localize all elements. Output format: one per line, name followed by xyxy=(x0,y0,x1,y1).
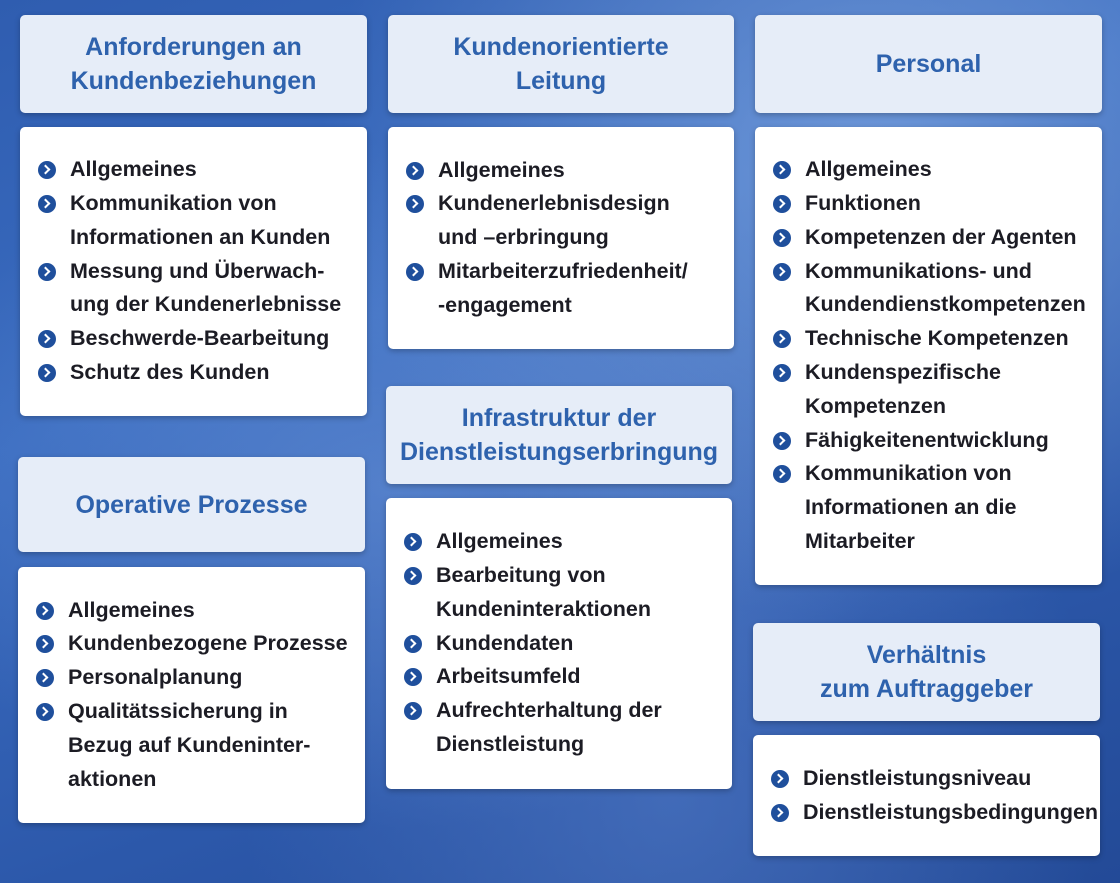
panel-title xyxy=(71,30,317,98)
list-item-text: Schutz des Kunden xyxy=(70,359,270,384)
list-item-text: Personalplanung xyxy=(68,665,243,690)
panel-title xyxy=(820,638,1033,706)
list-item xyxy=(404,694,722,762)
list-item xyxy=(404,660,722,694)
panel-title-line: Verhältnis xyxy=(866,641,987,669)
chevron-right-icon xyxy=(404,668,422,686)
panel-verhaeltnis-body xyxy=(753,735,1100,856)
chevron-right-icon xyxy=(406,195,424,213)
chevron-right-icon xyxy=(771,770,789,788)
panel-title xyxy=(453,30,668,98)
list-item-text: Dienstleistung xyxy=(436,731,585,756)
list-item xyxy=(36,695,355,796)
list-item xyxy=(773,221,1092,255)
list-item xyxy=(773,153,1092,187)
item-list xyxy=(771,762,1099,830)
chevron-right-icon xyxy=(773,195,791,213)
chevron-right-icon xyxy=(406,263,424,281)
list-item-text: und –erbringung xyxy=(438,225,609,250)
chevron-right-icon xyxy=(773,161,791,179)
list-item-text: Arbeitsumfeld xyxy=(436,664,581,689)
list-item xyxy=(406,255,724,323)
list-item xyxy=(771,762,1090,796)
list-item-text: Allgemeines xyxy=(805,157,932,182)
list-item-text: Kundenerlebnisdesign xyxy=(438,191,670,216)
chevron-right-icon xyxy=(771,804,789,822)
chevron-right-icon xyxy=(38,195,56,213)
list-item xyxy=(773,424,1092,458)
panel-title xyxy=(75,488,307,522)
chevron-right-icon xyxy=(36,602,54,620)
list-item-text: Informationen an Kunden xyxy=(70,224,331,249)
list-item-text: Messung und Überwach- xyxy=(70,258,325,283)
list-item-text: Allgemeines xyxy=(70,157,197,182)
list-item-text: Allgemeines xyxy=(438,157,565,182)
panel-title-line: Kundenorientierte xyxy=(453,33,669,61)
chevron-right-icon xyxy=(38,263,56,281)
panel-title-line: Personal xyxy=(875,50,982,78)
list-item-text: Informationen an die xyxy=(805,495,1017,520)
chevron-right-icon xyxy=(36,669,54,687)
panel-infrastruktur-body xyxy=(386,498,732,789)
list-item-text: Bearbeitung von xyxy=(436,563,606,587)
list-item xyxy=(38,356,357,390)
chevron-right-icon xyxy=(773,432,791,450)
list-item xyxy=(404,525,722,559)
panel-title-line: Kundenbeziehungen xyxy=(70,67,317,95)
list-item-text: Kundenbezogene Prozesse xyxy=(68,631,348,656)
list-item-text: Beschwerde-Bearbeitung xyxy=(70,326,330,351)
chevron-right-icon xyxy=(773,364,791,382)
list-item-text: ung der Kundenerlebnisse xyxy=(70,292,342,317)
list-item xyxy=(36,627,355,661)
list-item-text: Kundeninteraktionen xyxy=(436,596,652,621)
chevron-right-icon xyxy=(38,161,56,179)
chevron-right-icon xyxy=(406,162,424,180)
list-item-text: Kompetenzen der Agenten xyxy=(805,224,1077,249)
list-item-text: Aufrechterhaltung der xyxy=(436,698,662,723)
panel-title-line: zum Auftraggeber xyxy=(820,675,1033,703)
list-item-text: Kommunikation von xyxy=(70,191,277,215)
item-list xyxy=(404,525,722,762)
chevron-right-icon xyxy=(38,364,56,382)
list-item-text: -engagement xyxy=(438,292,572,317)
panel-personal-body xyxy=(755,127,1102,585)
panel-title-line: Leitung xyxy=(515,67,607,95)
panel-operative-header xyxy=(18,457,365,552)
list-item xyxy=(406,187,724,255)
panel-title xyxy=(400,401,718,469)
list-item xyxy=(406,154,724,188)
list-item-text: Kundendienstkompetenzen xyxy=(805,292,1086,317)
list-item xyxy=(38,255,357,323)
list-item xyxy=(773,322,1092,356)
list-item-text: Funktionen xyxy=(805,191,921,216)
panel-verhaeltnis-header xyxy=(753,623,1100,721)
list-item-text: Technische Kompetenzen xyxy=(805,326,1069,351)
list-item xyxy=(38,322,357,356)
chevron-right-icon xyxy=(36,635,54,653)
list-item-text: Kommunikations- und xyxy=(805,258,1032,283)
chevron-right-icon xyxy=(38,330,56,348)
item-list xyxy=(406,154,724,323)
panel-title-line: Infrastruktur der xyxy=(461,404,657,432)
list-item-text: aktionen xyxy=(68,766,157,791)
list-item-text: Bezug auf Kundeninter- xyxy=(68,732,311,757)
panel-operative-body xyxy=(18,567,365,823)
item-list xyxy=(773,153,1092,559)
panel-title-line: Dienstleistungserbringung xyxy=(399,438,719,466)
chevron-right-icon xyxy=(404,702,422,720)
panel-title-line: Operative Prozesse xyxy=(75,490,308,519)
panel-leitung-header xyxy=(388,15,734,113)
list-item-text: Kompetenzen xyxy=(805,393,946,418)
chevron-right-icon xyxy=(404,567,422,585)
item-list xyxy=(36,594,355,797)
panel-personal-header xyxy=(755,15,1102,113)
list-item-text: Allgemeines xyxy=(436,529,563,554)
list-item xyxy=(404,559,722,627)
chevron-right-icon xyxy=(36,703,54,721)
list-item xyxy=(773,187,1092,221)
chevron-right-icon xyxy=(773,465,791,483)
list-item-text: Allgemeines xyxy=(68,597,195,622)
list-item xyxy=(404,627,722,661)
chevron-right-icon xyxy=(773,330,791,348)
list-item-text: Qualitätssicherung in xyxy=(68,699,288,723)
list-item xyxy=(38,187,357,255)
list-item xyxy=(771,796,1099,830)
list-item-text: Mitarbeiterzufriedenheit/ xyxy=(438,258,688,283)
list-item xyxy=(36,661,355,695)
item-list xyxy=(38,153,357,390)
panel-infrastruktur-header xyxy=(386,386,732,484)
chevron-right-icon xyxy=(404,533,422,551)
chevron-right-icon xyxy=(404,635,422,653)
panel-leitung-body xyxy=(388,127,734,349)
panel-anforderungen-body xyxy=(20,127,367,416)
panel-title-line: Anforderungen an xyxy=(85,33,302,61)
list-item xyxy=(773,255,1092,323)
list-item xyxy=(36,594,355,628)
panel-anforderungen-header xyxy=(20,15,367,113)
list-item xyxy=(38,153,357,187)
list-item-text: Dienstleistungsbedingungen xyxy=(803,799,1099,824)
panel-title xyxy=(876,47,982,81)
list-item-text: Mitarbeiter xyxy=(805,528,915,553)
chevron-right-icon xyxy=(773,229,791,247)
list-item-text: Kundendaten xyxy=(436,630,574,655)
chevron-right-icon xyxy=(773,263,791,281)
list-item xyxy=(773,457,1092,558)
list-item-text: Kundenspezifische xyxy=(805,360,1001,384)
list-item-text: Fähigkeitenentwicklung xyxy=(805,427,1049,452)
list-item-text: Kommunikation von xyxy=(805,461,1012,486)
list-item-text: Dienstleistungsniveau xyxy=(803,765,1032,790)
list-item xyxy=(773,356,1092,424)
